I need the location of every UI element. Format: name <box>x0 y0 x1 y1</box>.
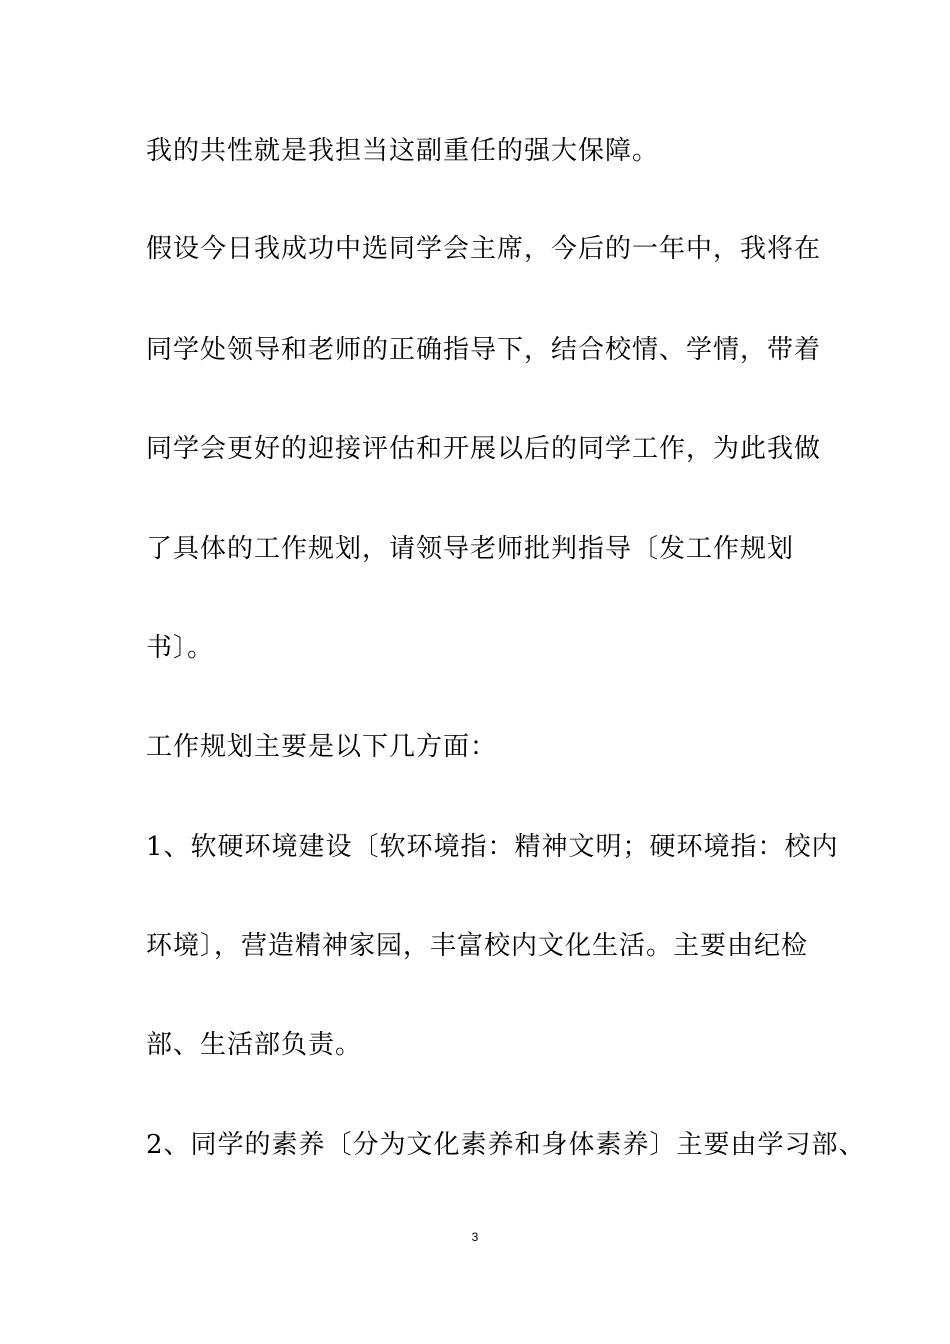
page-number: 3 <box>471 1230 479 1244</box>
text-line: 同学处领导和老师的正确指导下，结合校情、学情，带着 <box>146 335 822 365</box>
text-line: 假设今日我成功中选同学会主席，今后的一年中，我将在 <box>146 234 822 264</box>
text-line: 书〕。 <box>146 633 215 663</box>
text-line: 环境〕，营造精神家园，丰富校内文化生活。主要由纪检 <box>146 931 809 961</box>
text-line: 了具体的工作规划，请领导老师批判指导〔发工作规划 <box>146 534 795 564</box>
text-line: 2、同学的素养〔分为文化素养和身体素养〕主要由学习部、 <box>146 1130 866 1160</box>
text-line: 同学会更好的迎接评估和开展以后的同学工作，为此我做 <box>146 434 822 464</box>
text-line: 部、生活部负责。 <box>146 1030 363 1060</box>
text-line: 我的共性就是我担当这副重任的强大保障。 <box>146 136 660 166</box>
text-line: 1、软硬环境建设〔软环境指：精神文明；硬环境指：校内 <box>146 832 839 862</box>
text-line: 工作规划主要是以下几方面： <box>146 732 498 762</box>
